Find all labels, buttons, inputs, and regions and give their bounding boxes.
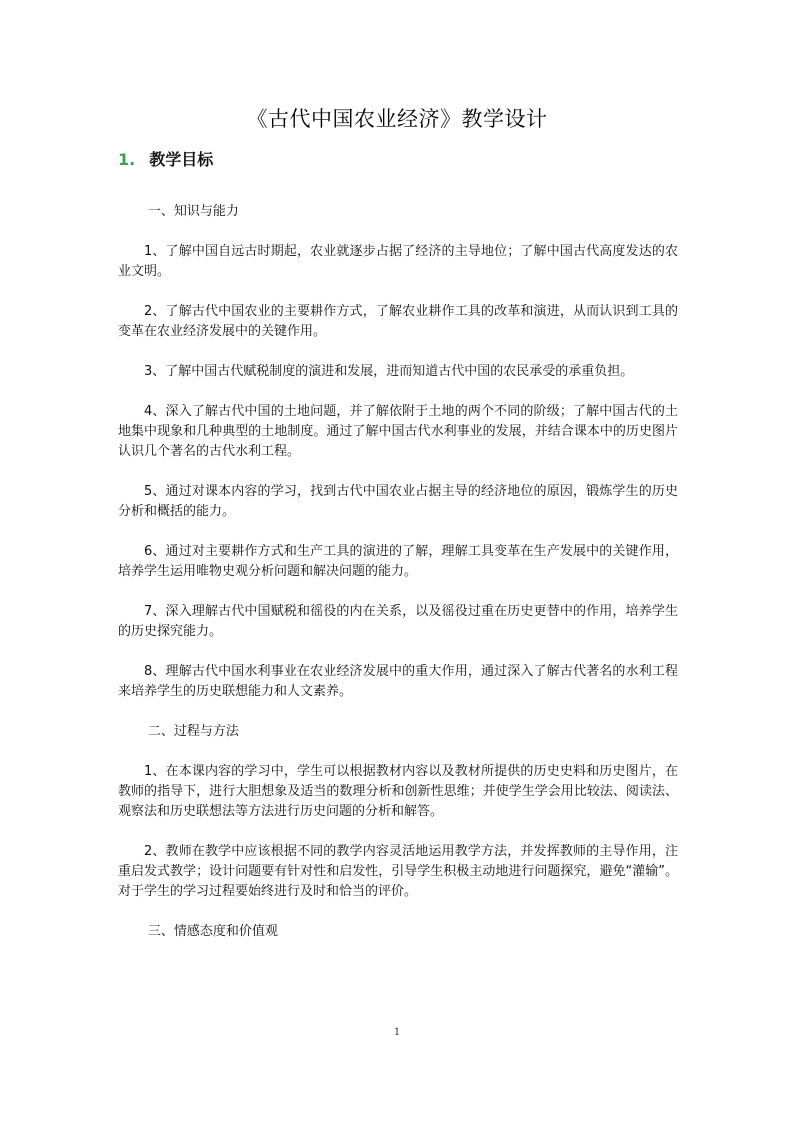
paragraph: 6、通过对主要耕作方式和生产工具的演进的了解，理解工具变革在生产发展中的关键作用，培养学生运用唯物史观分析问题和解决问题的能力。 [118, 544, 678, 579]
paragraph: 7、深入理解古代中国赋税和徭役的内在关系，以及徭役过重在历史更替中的作用，培养学生的历史探究能力。 [118, 604, 678, 639]
paragraph: 2、教师在教学中应该根据不同的教学内容灵活地运用教学方法，并发挥教师的主导作用，注重启发式教学；设计问题要有针对性和启发性，引导学生积极主动地进行问题探究，避免“灌输”。对于学生的学习过程要始终进行及时和恰当的评价。 [118, 844, 678, 899]
paragraph: 3、了解中国古代赋税制度的演进和发展，进而知道古代中国的农民承受的承重负担。 [144, 364, 634, 379]
paragraph: 1、在本课内容的学习中，学生可以根据教材内容以及教材所提供的历史史料和历史图片，在教师的指导下，进行大胆想象及适当的数理分析和创新性思维；并使学生学会用比较法、阅读法、观察法和历史联想法等方法进行历史问题的分析和解答。 [118, 764, 678, 819]
section-title: 教学目标 [149, 150, 214, 169]
page-number: 1 [393, 1027, 401, 1038]
subsection-heading: 一、知识与能力 [147, 204, 239, 219]
paragraph: 1、了解中国自远古时期起，农业就逐步占据了经济的主导地位；了解中国古代高度发达的农业文明。 [118, 244, 678, 279]
paragraph: 5、通过对课本内容的学习，找到古代中国农业占据主导的经济地位的原因，锻炼学生的历史分析和概括的能力。 [118, 484, 678, 519]
paragraph: 4、深入了解古代中国的土地问题，并了解依附于土地的两个不同的阶级；了解中国古代的土地集中现象和几种典型的土地制度。通过了解中国古代水利事业的发展，并结合课本中的历史图片认识几个著名的古代水利工程。 [118, 404, 678, 459]
paragraph: 2、了解古代中国农业的主要耕作方式，了解农业耕作工具的改革和演进，从而认识到工具的变革在农业经济发展中的关键作用。 [118, 304, 678, 339]
subsection-heading: 二、过程与方法 [147, 724, 239, 739]
section-number: 1. [118, 150, 136, 169]
document-body [118, 202, 678, 962]
document-title: 《古代中国农业经济》教学设计 [246, 107, 548, 131]
section-heading [118, 147, 213, 170]
subsection-heading: 三、情感态度和价值观 [147, 924, 278, 939]
paragraph: 8、理解古代中国水利事业在农业经济发展中的重大作用，通过深入了解古代著名的水利工程来培养学生的历史联想能力和人文素养。 [118, 664, 678, 699]
